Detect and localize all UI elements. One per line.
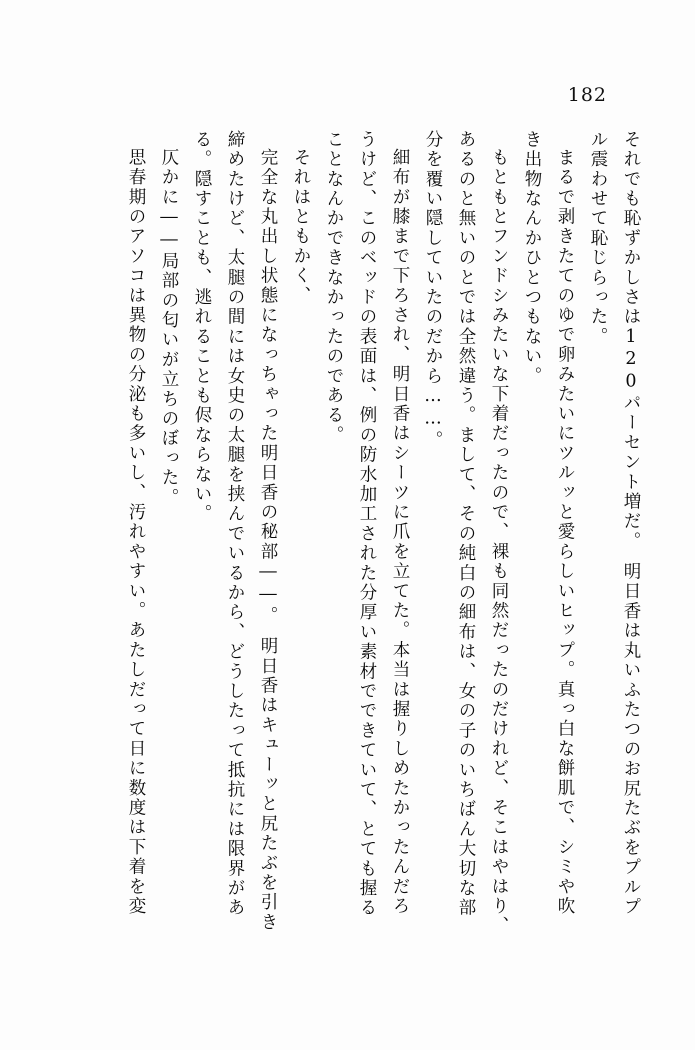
text-column: ル震わせて恥じらった。 xyxy=(588,130,608,347)
text-column: 仄かに――局部の匂いが立ちのぼった。 xyxy=(159,148,179,508)
text-column: 思春期のアソコは異物の分泌も多いし、汚れやすい。あたしだって日に数度は下着を変 xyxy=(126,148,146,917)
text-column: うけど、このベッドの表面は、例の防水加工された分厚い素材でできていて、とても握る xyxy=(357,130,377,918)
page-number: 182 xyxy=(567,84,607,106)
text-column: それでも恥ずかしさは120パーセント増だ。 明日香は丸いふたつのお尻たぶをプルプ xyxy=(621,130,641,917)
text-column: 完全な丸出し状態になっちゃった明日香の秘部――。 明日香はキューッと尻たぶを引き xyxy=(258,148,278,933)
text-column: もともとフンドシみたいな下着だったので、裸も同然だったのだけれど、そこはやはり、 xyxy=(489,148,509,936)
body-text-block xyxy=(111,130,639,1030)
text-column: 締めたけど、太腿の間には女史の太腿を挟んでいるから、どうしたって抵抗には限界があ xyxy=(225,130,245,918)
text-column: まるで剥きたてのゆで卵みたいにツルッと愛らしいヒップ。真っ白な餅肌で、シミや吹 xyxy=(555,148,575,917)
text-column: き出物なんかひとつもない。 xyxy=(522,130,542,387)
text-column: 細布が膝まで下ろされ、明日香はシーツに爪を立てた。本当は握りしめたかったんだろ xyxy=(390,148,410,917)
text-column: る。隠すことも、逃れることも侭ならない。 xyxy=(192,130,212,524)
text-column: ことなんかできなかったのである。 xyxy=(324,130,344,446)
text-column: 分を覆い隠していたのだから……。 xyxy=(423,130,443,451)
text-column: あるのと無いのとでは全然違う。まして、その純白の細布は、女の子のいちばん大切な部 xyxy=(456,130,476,918)
text-column: それはともかく、 xyxy=(291,148,311,306)
